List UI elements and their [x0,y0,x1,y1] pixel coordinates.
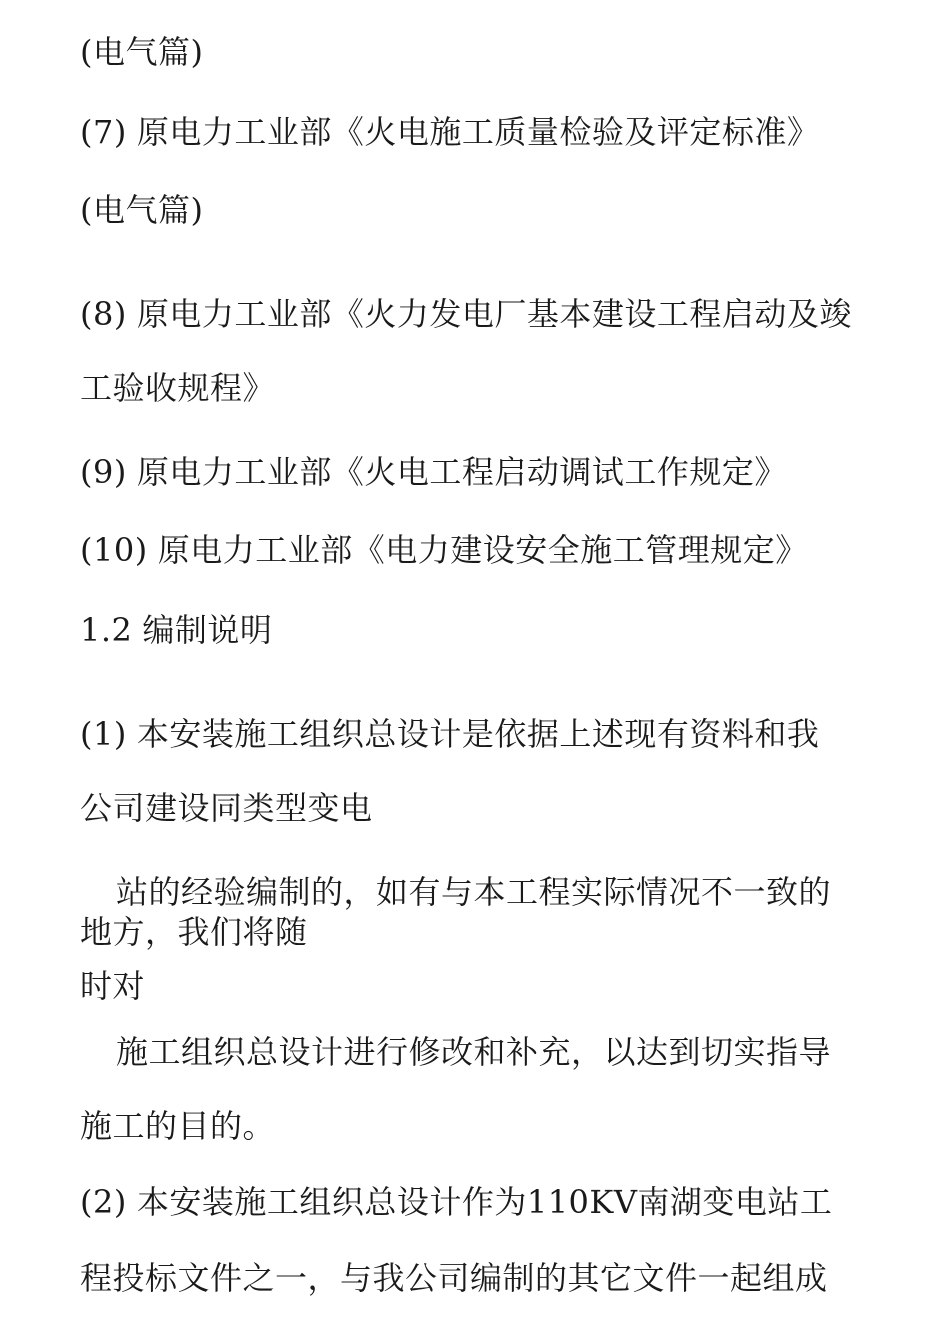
text-line: 站的经验编制的，如有与本工程实际情况不一致的 [116,873,832,911]
list-item-8 [80,294,852,334]
text-line: 施工的目的。 [80,1107,276,1145]
text-line: (电气篇) [80,33,204,71]
paragraph-item-1 [80,714,819,754]
item-number: (7) [80,113,127,151]
item-text: 原电力工业部《火力发电厂基本建设工程启动及竣 [136,295,852,333]
paragraph-item-2 [80,1182,832,1222]
item-text: 原电力工业部《电力建设安全施工管理规定》 [157,531,808,569]
text-line: 工验收规程》 [80,369,276,407]
list-item-9 [80,452,787,492]
text-line: 时对 [80,967,146,1005]
item-number: (1) [80,715,127,753]
list-item-7 [80,112,819,152]
section-title: 编制说明 [142,611,273,649]
text-line: 程投标文件之一，与我公司编制的其它文件一起组成 [80,1259,828,1297]
text-line: (电气篇) [80,191,204,229]
section-number: 1.2 [80,611,133,649]
item-text: 本安装施工组织总设计是依据上述现有资料和我 [136,715,820,753]
text-line: 施工组织总设计进行修改和补充，以达到切实指导 [116,1033,832,1071]
item-number: (10) [80,531,148,569]
item-number: (8) [80,295,127,333]
list-item-10 [80,530,808,570]
item-text: 本安装施工组织总设计作为110KV南湖变电站工 [136,1183,833,1221]
item-text: 原电力工业部《火电施工质量检验及评定标准》 [136,113,820,151]
item-text: 原电力工业部《火电工程启动调试工作规定》 [136,453,787,491]
text-line: 地方，我们将随 [80,913,308,951]
text-line: 公司建设同类型变电 [80,789,373,827]
section-heading [80,610,272,650]
item-number: (9) [80,453,127,491]
item-number: (2) [80,1183,127,1221]
